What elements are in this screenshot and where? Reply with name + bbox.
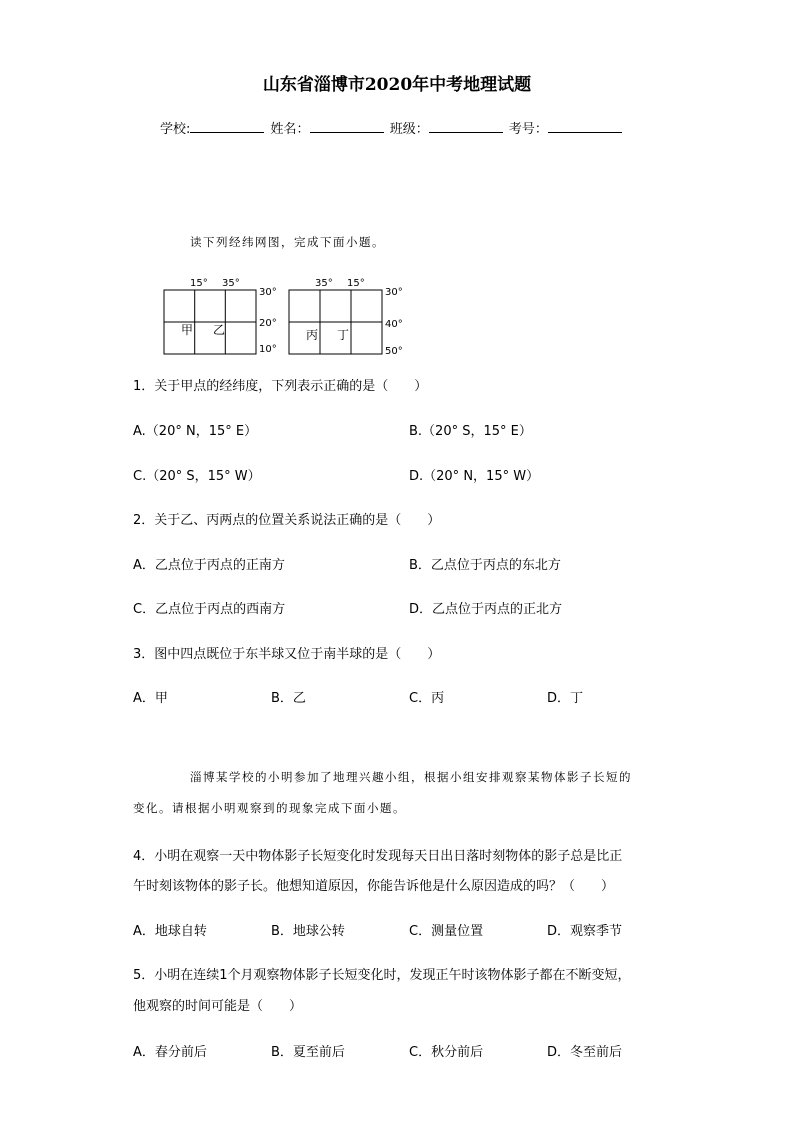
school-blank[interactable] <box>190 120 264 133</box>
q1-option-d[interactable]: D.（20° N，15° W） <box>409 469 540 484</box>
q5-option-d[interactable]: D．冬至前后 <box>547 1045 623 1060</box>
right-grid <box>289 278 403 357</box>
point-yi: 乙 <box>213 323 226 337</box>
name-blank[interactable] <box>310 120 384 133</box>
left-right-label-3: 10° <box>259 344 277 355</box>
school-label: 学校: <box>160 122 191 137</box>
q5-option-a[interactable]: A．春分前后 <box>133 1045 207 1060</box>
q2-option-d[interactable]: D．乙点位于丙点的正北方 <box>409 602 563 617</box>
exam-no-label: 考号： <box>508 122 548 137</box>
right-right-label-2: 40° <box>385 319 403 330</box>
q3-option-c[interactable]: C．丙 <box>409 691 445 706</box>
intro-text-2-line-2: 变化。请根据小明观察到的现象完成下面小题。 <box>133 801 406 815</box>
question-5-line-1: 5．小明在连续1个月观察物体影子长短变化时，发现正午时该物体影子都在不断变短， <box>133 968 631 983</box>
q3-option-d[interactable]: D．丁 <box>547 691 584 706</box>
name-label: 姓名： <box>270 122 310 137</box>
student-info-line <box>160 118 624 137</box>
question-1: 1．关于甲点的经纬度，下列表示正确的是（ ） <box>133 379 428 394</box>
point-ding: 丁 <box>337 328 350 342</box>
left-top-label-2: 35° <box>222 278 240 289</box>
q3-option-b[interactable]: B．乙 <box>271 691 306 706</box>
lat-long-grid-figure <box>160 272 420 358</box>
q4-option-a[interactable]: A．地球自转 <box>133 924 207 939</box>
question-3: 3．图中四点既位于东半球又位于南半球的是（ ） <box>133 647 441 662</box>
q2-option-b[interactable]: B．乙点位于丙点的东北方 <box>409 558 561 573</box>
question-4-line-2: 午时刻该物体的影子长。他想知道原因，你能告诉他是什么原因造成的吗？（ ） <box>133 879 615 894</box>
class-blank[interactable] <box>429 120 503 133</box>
q3-option-a[interactable]: A．甲 <box>133 691 168 706</box>
q4-option-b[interactable]: B．地球公转 <box>271 924 345 939</box>
q4-option-d[interactable]: D．观察季节 <box>547 924 623 939</box>
point-jia: 甲 <box>181 323 194 337</box>
left-right-label-1: 30° <box>259 287 277 298</box>
question-4-line-1: 4．小明在观察一天中物体影子长短变化时发现每天日出日落时刻物体的影子总是比正 <box>133 849 623 864</box>
page-title: 山东省淄博市2020年中考地理试题 <box>262 75 532 95</box>
left-right-label-2: 20° <box>259 318 277 329</box>
class-label: 班级： <box>389 122 429 137</box>
question-5-line-2: 他观察的时间可能是（ ） <box>133 999 303 1014</box>
right-top-label-1: 35° <box>315 278 333 289</box>
q1-option-a[interactable]: A.（20° N，15° E） <box>133 424 258 439</box>
q1-option-b[interactable]: B.（20° S，15° E） <box>409 424 532 439</box>
q1-option-c[interactable]: C.（20° S，15° W） <box>133 469 261 484</box>
point-bing: 丙 <box>306 328 319 342</box>
left-top-label-1: 15° <box>190 278 208 289</box>
intro-text-1: 读下列经纬网图，完成下面小题。 <box>190 235 385 249</box>
right-top-label-2: 15° <box>347 278 365 289</box>
question-2: 2．关于乙、丙两点的位置关系说法正确的是（ ） <box>133 513 441 528</box>
q2-option-a[interactable]: A．乙点位于丙点的正南方 <box>133 558 285 573</box>
exam-no-blank[interactable] <box>548 120 622 133</box>
intro-text-2-line-1: 淄博某学校的小明参加了地理兴趣小组，根据小组安排观察某物体影子长短的 <box>190 770 632 784</box>
q5-option-c[interactable]: C．秋分前后 <box>409 1045 484 1060</box>
right-right-label-3: 50° <box>385 346 403 357</box>
q5-option-b[interactable]: B．夏至前后 <box>271 1045 345 1060</box>
right-right-label-1: 30° <box>385 287 403 298</box>
left-grid <box>164 278 277 355</box>
q4-option-c[interactable]: C．测量位置 <box>409 924 484 939</box>
q2-option-c[interactable]: C．乙点位于丙点的西南方 <box>133 602 286 617</box>
